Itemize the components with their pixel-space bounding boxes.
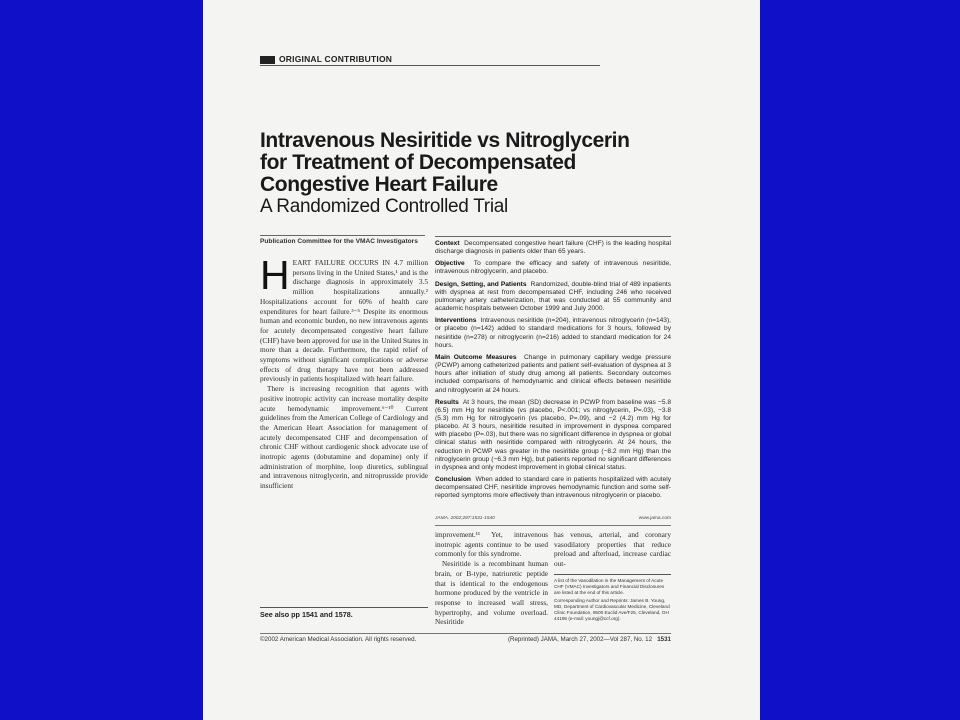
journal-page	[203, 0, 760, 720]
abstract-outcome	[435, 354, 671, 395]
abstract-design	[435, 281, 671, 314]
copyright-notice: ©2002 American Medical Association. All rights reserved.	[260, 636, 417, 643]
author-byline: Publication Committee for the VMAC Investigators	[260, 235, 425, 246]
intro-paragraph-2: There is increasing recognition that agents with positive inotropic activity can increase mortality despite acute hemodynamic improvement.⁶⁻¹⁰ Current guidelines from the American College of Cardiology and the American Heart Association for management of acutely decompensated CHF and decompensation of chronic CHF without cardiogenic shock advocate use of inotropic agents (dobutamine and dopamine) only if administration of morphine, loop diuretics, sublingual and intravenous nitroglycerin, and nitroprusside provide insufficient	[260, 384, 428, 491]
citation-row	[435, 516, 671, 526]
corresponding-author: Corresponding Author and Reprints: James B. Young, MD, Department of Cardiovascular Medicine, Cleveland Clinic Foundation, 9500 Euclid Ave/F25, Cleveland, OH 44195 (e-mail: youngj@ccf.org).	[554, 598, 670, 621]
body-paragraph-2: Nesiritide is a recombinant human brain, or B-type, natriuretic peptide that is identical to the endogenous hormone produced by the ventricle in response to increased wall stress, hypertrophy, and volume overload. Nesiritide	[435, 559, 548, 627]
section-rule	[260, 65, 600, 66]
heading-interventions: Interventions	[435, 317, 477, 325]
heading-outcome: Main Outcome Measures	[435, 353, 517, 361]
author-info-box	[554, 574, 671, 624]
heading-objective: Objective	[435, 260, 465, 268]
heading-conclusion: Conclusion	[435, 476, 471, 484]
text-design: Randomized, double-blind trial of 489 inpatients with dyspnea at rest from decompensated CHF, including 246 who received pulmonary artery catheterization, that was conducted at 55 community and academic hospitals between October 1999 and July 2000.	[435, 280, 671, 313]
journal-issue: (Reprinted) JAMA, March 27, 2002—Vol 287, No. 12	[507, 636, 653, 643]
section-label: ORIGINAL CONTRIBUTION	[279, 54, 393, 64]
article-subtitle: A Randomized Controlled Trial	[260, 196, 508, 217]
title-line-2: for Treatment of Decompensated	[260, 151, 576, 174]
text-interventions: Intravenous nesiritide (n=204), intravenous nitroglycerin (n=143), or placebo (n=142) added to standard medications for 3 hours, followed by nesiritide (n=278) or nitroglycerin (n=216) added to standard medication for 24 hours.	[435, 317, 671, 349]
journal-citation: JAMA. 2002;287:1531-1540	[435, 516, 495, 521]
intro-column	[260, 252, 428, 491]
body-paragraph-1: improvement.¹¹ Yet, intravenous inotropic agents continue to be used commonly for this syndrome.	[435, 530, 548, 559]
abstract-objective	[435, 260, 671, 276]
intro-paragraph-1	[260, 252, 428, 384]
body-column-2	[435, 530, 548, 627]
journal-website-link[interactable]: www.jama.com	[638, 516, 671, 521]
page-number: 1531	[657, 636, 671, 643]
title-line-3: Congestive Heart Failure	[260, 173, 498, 196]
section-marker	[260, 56, 275, 64]
body-paragraph-3: has venous, arterial, and coronary vasodilatory properties that reduce preload and afterload, increase cardiac out-	[554, 530, 671, 569]
text-context: Decompensated congestive heart failure (CHF) is the leading hospital discharge diagnosis in patients older than 65 years.	[435, 240, 671, 256]
text-outcome: Change in pulmonary capillary wedge pressure (PCWP) among catheterized patients and patient self-evaluation of dyspnea at 3 hours after initiation of study drug among all patients. Secondary outcomes included comparisons of hemodynamic and clinical effects between nesiritide and nitroglycerin at 24 hours.	[435, 353, 671, 394]
heading-design: Design, Setting, and Patients	[435, 280, 527, 288]
title-line-1: Intravenous Nesiritide vs Nitroglycerin	[260, 129, 630, 152]
text-objective: To compare the efficacy and safety of intravenous nesiritide, intravenous nitroglycerin, and placebo.	[435, 260, 672, 276]
journal-info	[508, 636, 671, 643]
section-header	[260, 55, 600, 65]
heading-context: Context	[435, 240, 460, 247]
page-footer	[260, 633, 671, 644]
abstract-results	[435, 399, 671, 472]
abstract-conclusion	[435, 476, 671, 500]
abstract-context	[435, 240, 671, 256]
text-conclusion: When added to standard care in patients hospitalized with acutely decompensated CHF, nesiritide improves hemodynamic function and some self-reported symptoms more effectively than intravenous nitroglycerin or placebo.	[435, 476, 671, 500]
investigators-note: A list of the Vasodilation in the Management of Acute CHF (VMAC) Investigators and Financial Disclosures are listed at the end of this article.	[554, 578, 665, 595]
abstract	[435, 236, 671, 505]
intro-text-1: EART FAILURE OCCURS IN 4.7 million persons living in the United States,¹ and is the discharge diagnosis in approximately 3.5 million hospitalizations annually.² Hospitalizations account for 60% of health care expenditures for heart failure.³⁻⁵ Despite its enormous human and economic burden, no new intravenous agents for acutely decompensated congestive heart failure (CHF) have been approved for use in the United States in more than a decade. Furthermore, the rapid relief of symptoms without significant complications or adverse effects of drug therapy have not been addressed previously in patients hospitalized with heart failure.	[260, 258, 428, 384]
text-results: At 3 hours, the mean (SD) decrease in PCWP from baseline was −5.8 (6.5) mm Hg for nesiritide (vs placebo, P<.001; vs nitroglycerin, P=.03), −3.8 (5.3) mm Hg for nitroglycerin (vs placebo, P=.09), and −2 (4.2) mm Hg for placebo. At 3 hours, nesiritide resulted in improvement in dyspnea compared with placebo (P=.03), but there was no significant difference in dyspnea or global clinical status with nesiritide compared with nitroglycerin. At 24 hours, the reduction in PCWP was greater in the nesiritide group (−8.2 mm Hg) than the nitroglycerin group (−6.3 mm Hg), but patients reported no significant differences in dyspnea and only modest improvement in global clinical status.	[435, 398, 671, 471]
heading-results: Results	[435, 398, 459, 406]
body-column-3	[554, 530, 671, 569]
drop-cap: H	[260, 252, 290, 298]
see-also-link[interactable]: See also pp 1541 and 1578.	[260, 607, 428, 619]
abstract-interventions	[435, 317, 671, 350]
article-title	[260, 130, 640, 196]
